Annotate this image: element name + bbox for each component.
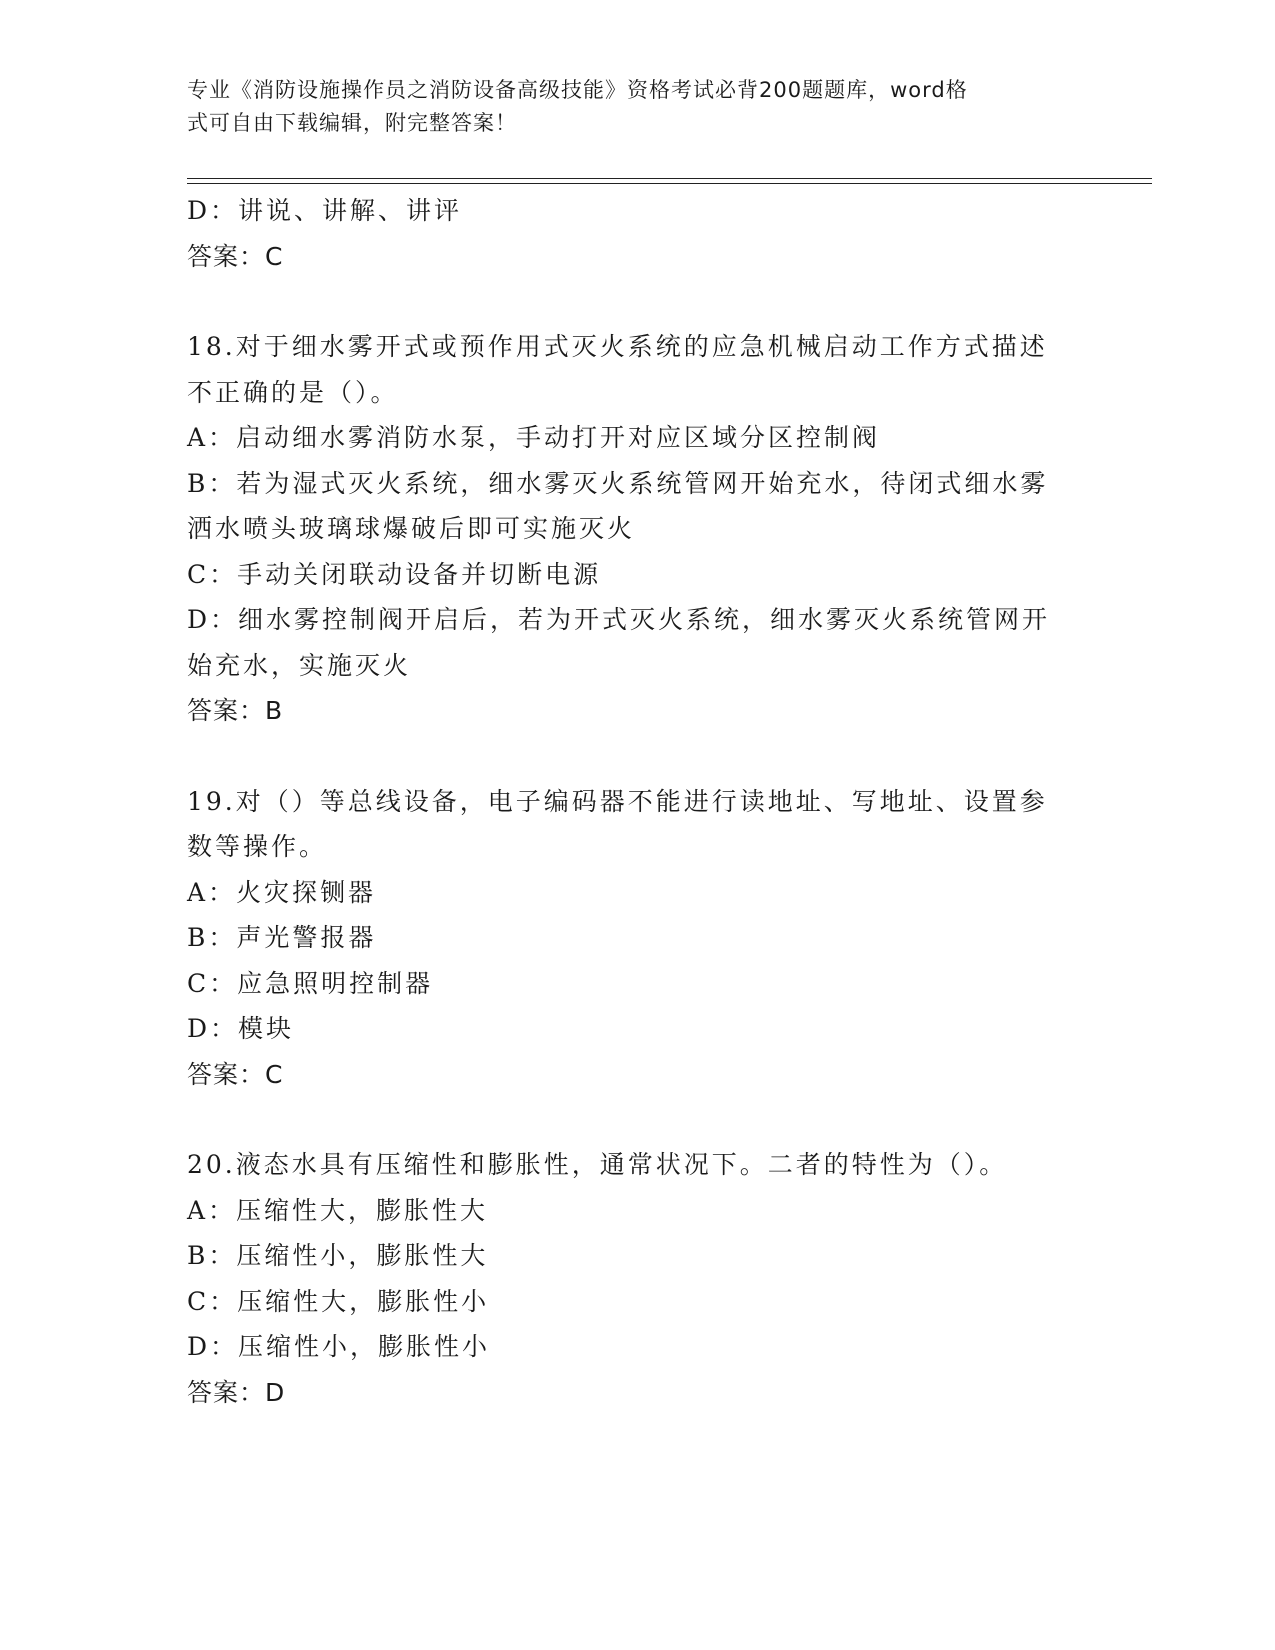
previous-question-tail: [187, 188, 1087, 279]
option-a: A：压缩性大，膨胀性大: [187, 1195, 489, 1225]
answer-line: 答案：C: [187, 1059, 284, 1089]
option-c: C：压缩性大，膨胀性小: [187, 1286, 490, 1316]
question-19: [187, 779, 1087, 1098]
option-d: D：细水雾控制阀开启后，若为开式灭火系统，细水雾灭火系统管网开: [187, 605, 1051, 634]
option-a: A：启动细水雾消防水泵，手动打开对应区域分区控制阀: [187, 423, 881, 452]
spacer: [187, 1097, 1087, 1142]
option-b: B：若为湿式灭火系统，细水雾灭火系统管网开始充水，待闭式细水雾: [187, 468, 1049, 498]
question-stem: 18.对于细水雾开式或预作用式灭火系统的应急机械启动工作方式描述: [187, 332, 1048, 361]
question-stem: 19.对（）等总线设备，电子编码器不能进行读地址、写地址、设置参: [187, 786, 1048, 816]
spacer: [187, 279, 1087, 324]
question-20: [187, 1142, 1087, 1415]
header-line-1: 专业《消防设施操作员之消防设备高级技能》资格考试必背200题题库，word格: [187, 78, 968, 102]
spacer: [187, 734, 1087, 779]
question-list: [187, 188, 1087, 1415]
question-stem-continued: 不正确的是（）。: [187, 377, 399, 407]
question-18: [187, 324, 1087, 734]
option-c: C：应急照明控制器: [187, 968, 434, 998]
answer-line: 答案：D: [187, 1377, 286, 1407]
question-stem: 20.液态水具有压缩性和膨胀性，通常状况下。二者的特性为（）。: [187, 1150, 1008, 1179]
header-divider-top: [187, 178, 1152, 179]
option-b-continued: 洒水喷头玻璃球爆破后即可实施灭火: [187, 514, 636, 543]
header-line-2: 式可自由下载编辑，附完整答案！: [187, 111, 517, 135]
option-d: D：讲说、讲解、讲评: [187, 196, 463, 225]
option-c: C：手动关闭联动设备并切断电源: [187, 559, 602, 589]
header-divider-bottom: [187, 183, 1152, 184]
option-b: B：压缩性小，膨胀性大: [187, 1241, 489, 1270]
answer-line: 答案：C: [187, 241, 284, 271]
option-b: B：声光警报器: [187, 923, 377, 952]
question-stem-continued: 数等操作。: [187, 832, 328, 861]
document-header: [187, 74, 1067, 140]
option-d: D：模块: [187, 1014, 295, 1043]
option-d-continued: 始充水，实施灭火: [187, 650, 412, 680]
answer-line: 答案：B: [187, 696, 284, 725]
option-a: A：火灾探铡器: [187, 877, 377, 907]
option-d: D：压缩性小，膨胀性小: [187, 1332, 491, 1361]
